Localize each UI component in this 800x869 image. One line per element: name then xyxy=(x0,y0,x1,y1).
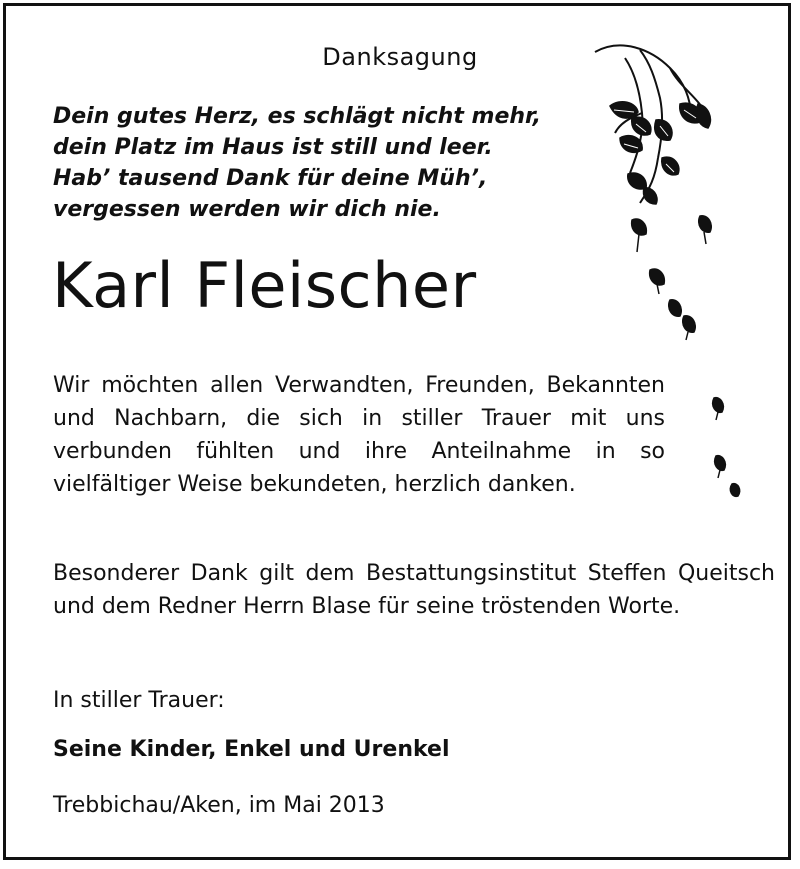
thanks-paragraph: Wir möchten allen Verwandten, Freunden, Bekannten und Nachbarn, die sich in stiller Trauer mit uns verbunden fühlten und ihre Anteilnahme in so vielfältiger Weise bekundeten, herzlich danken. xyxy=(53,373,665,497)
mourning-line: In stiller Trauer: xyxy=(53,688,225,713)
deceased-name: Karl Fleischer xyxy=(52,249,477,322)
special-thanks-paragraph: Besonderer Dank gilt dem Bestattungsinstitut Steffen Queitsch und dem Redner Herrn Blase für seine tröstenden Worte. xyxy=(53,561,775,619)
family-signature: Seine Kinder, Enkel und Urenkel xyxy=(53,737,450,762)
poem-line: Hab’ tausend Dank für deine Müh’, xyxy=(53,166,488,191)
card-heading: Danksagung xyxy=(322,43,478,71)
place-date: Trebbichau/Aken, im Mai 2013 xyxy=(53,793,385,818)
poem-line: vergessen werden wir dich nie. xyxy=(53,197,441,222)
falling-leaves-branch-icon xyxy=(580,38,770,508)
poem xyxy=(53,101,541,225)
poem-line: Dein gutes Herz, es schlägt nicht mehr, xyxy=(53,104,541,129)
poem-line: dein Platz im Haus ist still und leer. xyxy=(53,135,493,160)
